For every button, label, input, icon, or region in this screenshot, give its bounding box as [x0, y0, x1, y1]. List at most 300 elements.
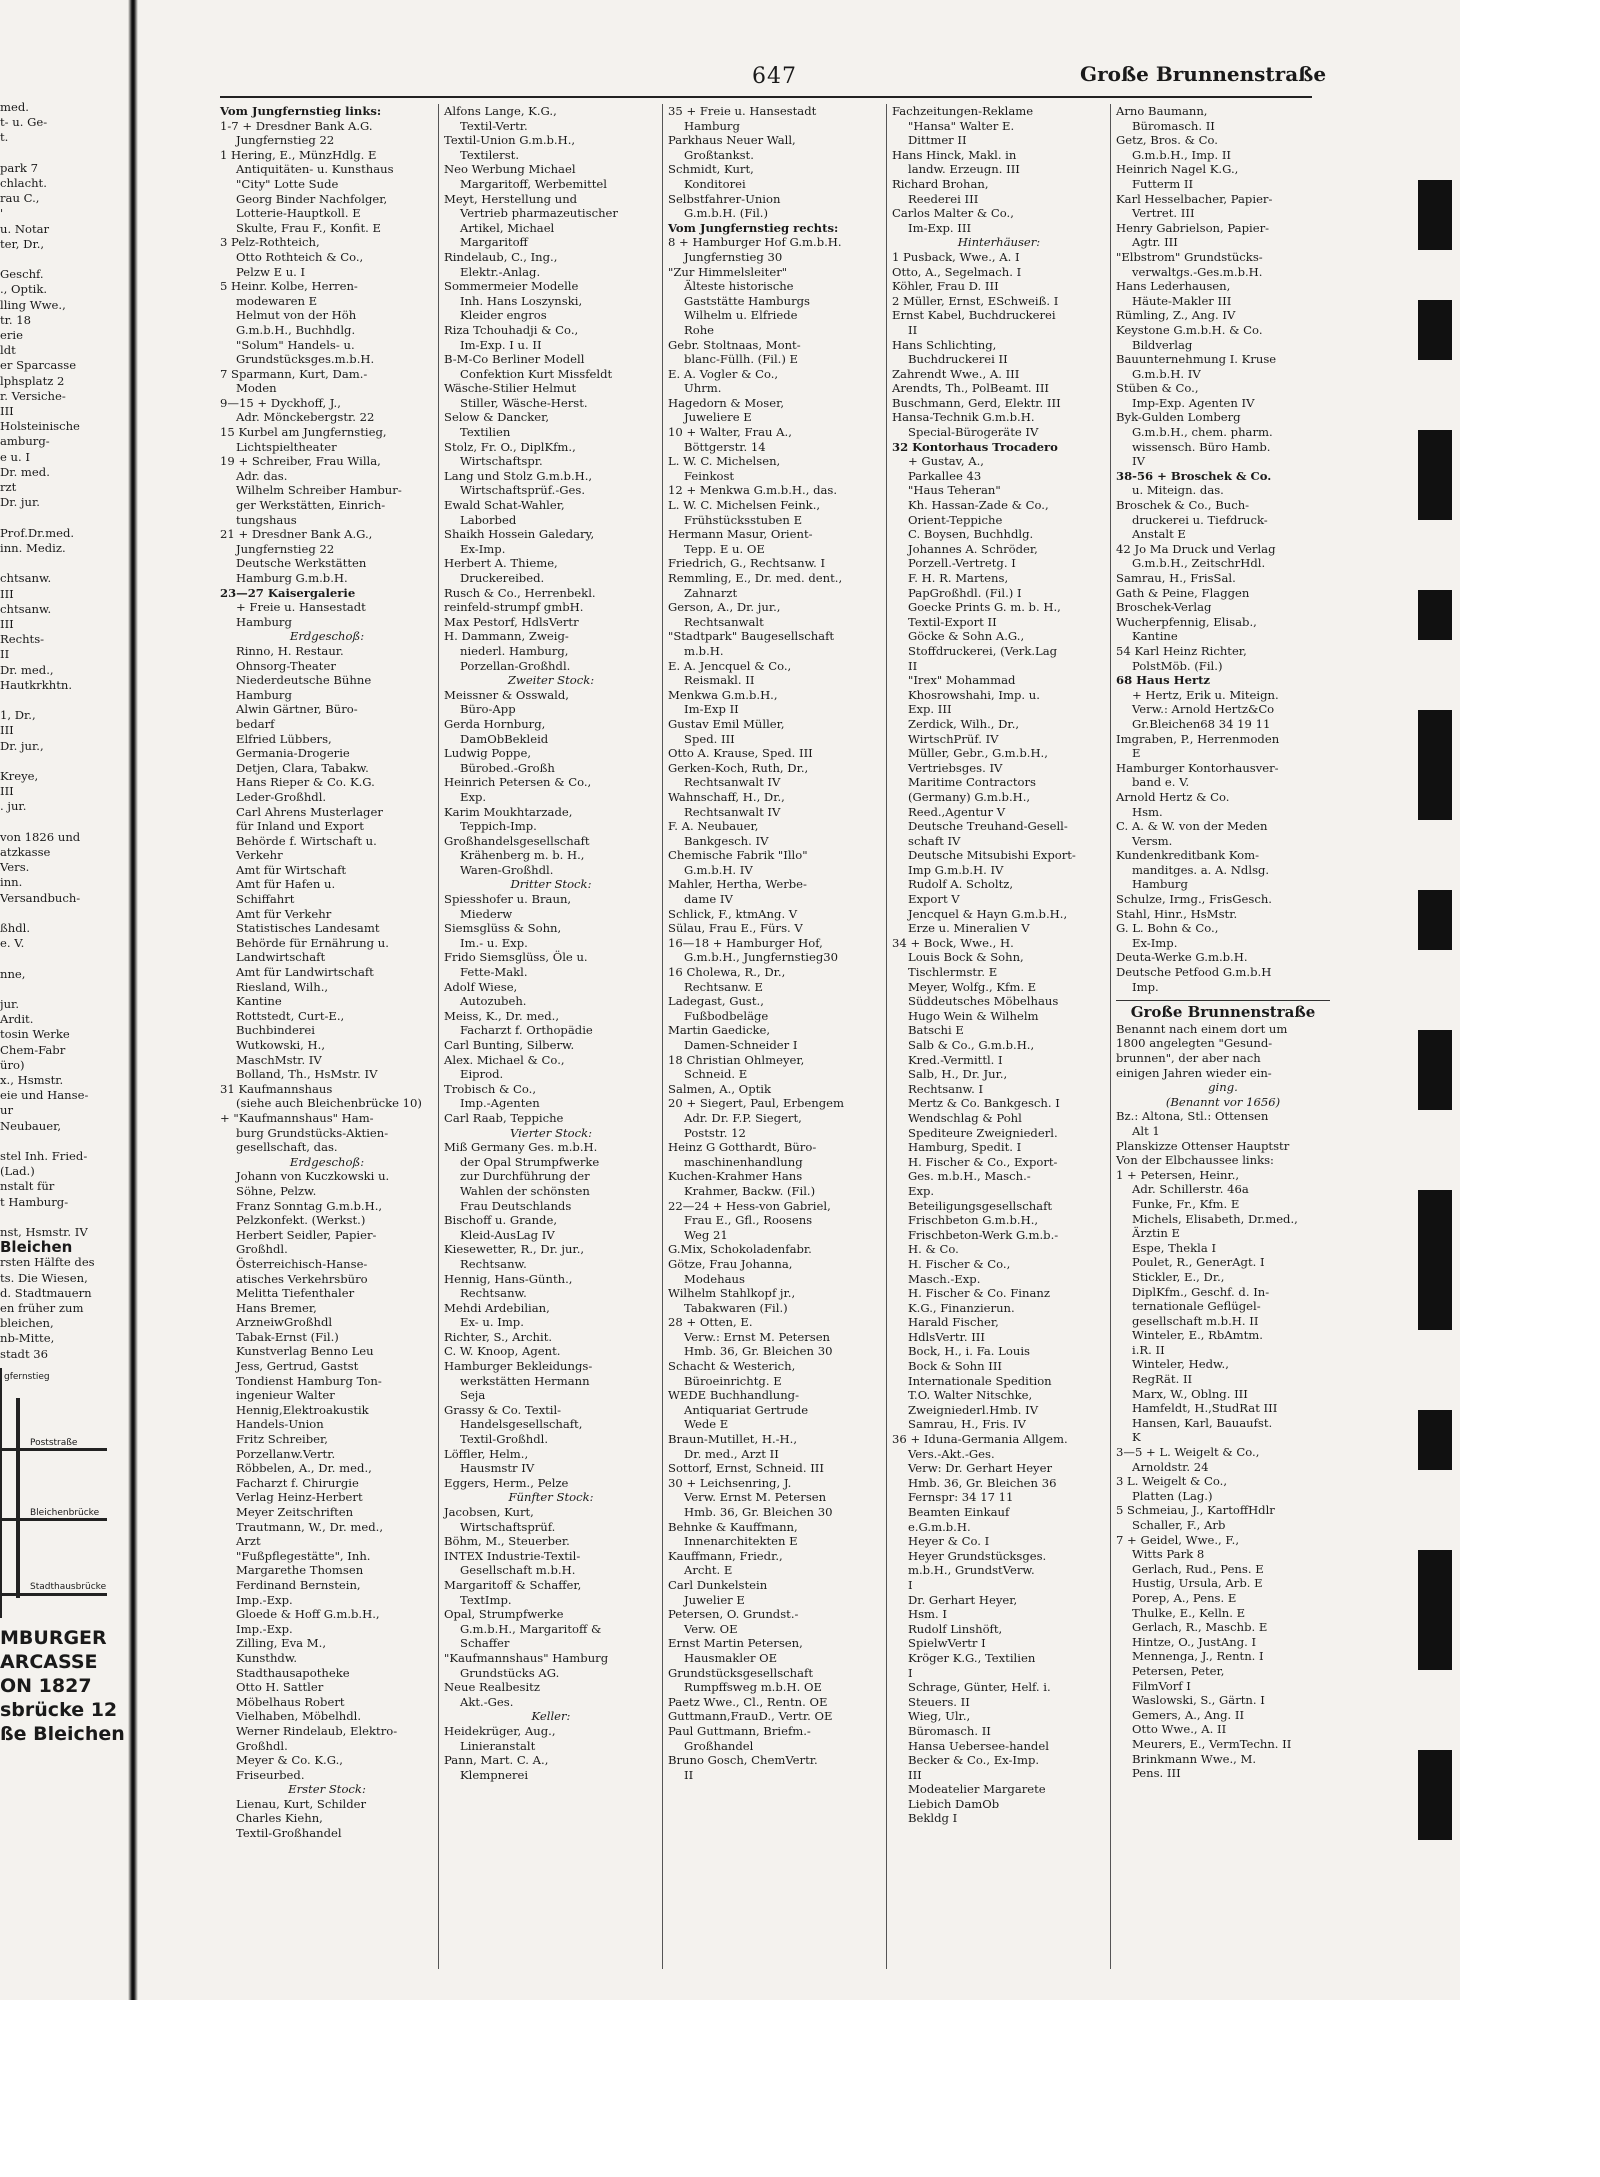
- directory-entry-line: Helmut von der Höh: [236, 308, 357, 323]
- directory-entry-line: Margaritoff & Schaffer,: [444, 1577, 582, 1592]
- directory-entry-line: Vertrieb pharmazeutischer: [460, 206, 618, 221]
- directory-entry-line: verwaltgs.-Ges.m.b.H.: [1132, 264, 1263, 279]
- column-divider: [1110, 104, 1111, 1969]
- directory-entry-line: maschinenhandlung: [684, 1154, 803, 1169]
- directory-entry-line: Seja: [460, 1388, 486, 1403]
- directory-entry-line: Carl Dunkelstein: [668, 1577, 768, 1592]
- directory-entry-line: Wilhelm Schreiber Hambur-: [236, 483, 402, 498]
- adjacent-page-line: üro): [0, 1057, 25, 1072]
- adjacent-page-line: inn. Mediz.: [0, 540, 66, 555]
- adjacent-page-line: [0, 146, 110, 161]
- directory-entry-line: Büro-App: [460, 702, 516, 717]
- directory-entry-line: Gerlach, Rud., Pens. E: [1132, 1561, 1264, 1576]
- directory-entry-line: Archt. E: [684, 1563, 733, 1578]
- directory-entry-line: Menkwa G.m.b.H.,: [668, 687, 778, 702]
- adjacent-page-line: Hautkrkhtn.: [0, 677, 73, 692]
- directory-entry-line: Hmb. 36, Gr. Bleichen 36: [908, 1475, 1057, 1490]
- directory-entry-line: ger Werkstätten, Einrich-: [236, 498, 386, 513]
- directory-entry-line: 3 L. Weigelt & Co.,: [1116, 1474, 1228, 1489]
- directory-entry-line: Erze u. Mineralien V: [908, 921, 1030, 936]
- directory-entry-line: Trautmann, W., Dr. med.,: [236, 1519, 384, 1534]
- directory-entry-line: Orient-Teppiche: [908, 512, 1003, 527]
- directory-entry-line: Gerlach, R., Maschb. E: [1132, 1620, 1268, 1635]
- adjacent-page-line: Geschf.: [0, 267, 44, 282]
- directory-entry-line: Dr. Gerhart Heyer,: [908, 1592, 1018, 1607]
- directory-entry-line: Mehdi Ardebilian,: [444, 1300, 550, 1315]
- directory-entry-line: Textil-Union G.m.b.H.,: [444, 133, 576, 148]
- directory-entry-line: Grassy & Co. Textil-: [444, 1402, 562, 1417]
- directory-entry-line: der Opal Strumpfwerke: [460, 1154, 600, 1169]
- directory-entry-line: 10 + Walter, Frau A.,: [668, 425, 792, 440]
- directory-entry-line: Krahmer, Backw. (Fil.): [684, 1183, 816, 1198]
- directory-entry-line: Arno Baumann,: [1116, 104, 1208, 118]
- sparcasse-advertisement: [0, 1626, 125, 1746]
- directory-entry-line: Vers.-Akt.-Ges.: [908, 1446, 995, 1461]
- next-page-edge: [1410, 170, 1460, 1940]
- directory-entry-line: Anstalt E: [1132, 527, 1186, 542]
- directory-entry-line: Alt 1: [1132, 1123, 1160, 1138]
- directory-entry-line: Stahl, Hinr., HsMstr.: [1116, 906, 1238, 921]
- directory-entry-line: Kunstverlag Benno Leu: [236, 1344, 374, 1359]
- directory-entry-line: Export V: [908, 892, 960, 907]
- directory-entry-line: Fußbodbeläge: [684, 1008, 769, 1023]
- directory-entry-line: burg Grundstücks-Aktien-: [236, 1125, 389, 1140]
- directory-entry-line: Riza Tchouhadji & Co.,: [444, 322, 579, 337]
- directory-entry-line: 9—15 + Dyckhoff, J.,: [220, 395, 341, 410]
- directory-entry-line: Rottstedt, Curt-E.,: [236, 1008, 345, 1023]
- directory-entry-line: Meissner & Osswald,: [444, 687, 569, 702]
- directory-entry-line: 12 + Menkwa G.m.b.H., das.: [668, 483, 838, 498]
- adjacent-page-line: chlacht.: [0, 176, 47, 191]
- directory-entry-line: Pens. III: [1132, 1766, 1181, 1781]
- map-label: Poststraße: [30, 1437, 78, 1448]
- directory-entry-line: Heyer & Co. I: [908, 1534, 990, 1549]
- adjacent-page-line: II: [0, 647, 10, 662]
- directory-entry-line: Teppich-Imp.: [460, 819, 537, 834]
- directory-entry-line: RegRät. II: [1132, 1372, 1193, 1387]
- directory-entry-line: 5 Heinr. Kolbe, Herren-: [220, 279, 358, 294]
- directory-entry-line: Böttgerstr. 14: [684, 439, 766, 454]
- directory-entry-line: G.m.b.H., Imp. II: [1132, 147, 1232, 162]
- directory-entry-line: Rechtsanw.: [460, 1256, 527, 1271]
- directory-entry-line: Confektion Kurt Missfeldt: [460, 366, 613, 381]
- street-section-title: Große Brunnenstraße: [1116, 1000, 1330, 1020]
- directory-entry-line: Bz.: Altona, Stl.: Ottensen: [1116, 1109, 1269, 1124]
- directory-entry-line: 19 + Schreiber, Frau Willa,: [220, 454, 381, 469]
- directory-entry-line: Neo Werbung Michael: [444, 162, 576, 177]
- adjacent-page-line: [0, 1134, 110, 1149]
- directory-entry-line: Skulte, Frau F., Konfit. E: [236, 220, 381, 235]
- directory-entry-line: ArzneiwGroßhdl: [236, 1315, 333, 1330]
- adjacent-page-line: sbrücke 12: [0, 1698, 118, 1721]
- directory-entry-line: Waslowski, S., Gärtn. I: [1132, 1693, 1265, 1708]
- directory-entry-line: Exp.: [460, 789, 487, 804]
- directory-entry-line: Hsm. I: [908, 1607, 948, 1622]
- directory-entry-line: "Fußpflegestätte", Inh.: [236, 1548, 371, 1563]
- directory-entry-line: HdlsVertr. III: [908, 1329, 985, 1344]
- directory-entry-line: Löffler, Helm.,: [444, 1446, 529, 1461]
- directory-entry-line: Broschek & Co., Buch-: [1116, 498, 1250, 513]
- directory-entry-line: Richter, S., Archit.: [444, 1329, 553, 1344]
- adjacent-page-line: nstalt für: [0, 1179, 55, 1194]
- directory-entry-line: Gustav Emil Müller,: [668, 716, 785, 731]
- directory-entry-line: Hansa Uebersee-handel: [908, 1738, 1049, 1753]
- directory-entry-line: Imp.: [1132, 979, 1159, 994]
- directory-entry-line: Jungfernstieg 22: [236, 133, 335, 148]
- directory-entry-line: Gaststätte Hamburgs: [684, 293, 810, 308]
- directory-entry-line: Stiller, Wäsche-Herst.: [460, 395, 588, 410]
- directory-entry-line: Wendschlag & Pohl: [908, 1110, 1022, 1125]
- directory-entry-line: Kiesewetter, R., Dr. jur.,: [444, 1242, 585, 1257]
- directory-entry-line: Großhandel: [684, 1738, 754, 1753]
- directory-entry-line: Großhdl.: [236, 1738, 288, 1753]
- directory-entry-line: Deutsche Werkstätten: [236, 556, 367, 571]
- directory-entry-line: Grundstücks AG.: [460, 1665, 560, 1680]
- directory-entry-line: Hansa-Technik G.m.b.H.: [892, 410, 1035, 425]
- directory-entry-line: Fette-Makl.: [460, 965, 528, 980]
- directory-entry-line: 21 + Dresdner Bank A.G.,: [220, 527, 373, 542]
- directory-entry-line: Niederdeutsche Bühne: [236, 673, 372, 688]
- directory-entry-line: Klempnerei: [460, 1767, 529, 1782]
- directory-entry-line: Arnold Hertz & Co.: [1116, 789, 1230, 804]
- directory-entry-line: K: [1132, 1430, 1141, 1445]
- directory-entry-line: Leder-Großhdl.: [236, 789, 327, 804]
- directory-entry-line: Vierter Stock:: [509, 1125, 593, 1140]
- directory-entry-line: Lang und Stolz G.m.b.H.,: [444, 468, 593, 483]
- adjacent-page-line: atzkasse: [0, 844, 51, 859]
- directory-entry-line: ging.: [1208, 1080, 1238, 1095]
- column-entries: [1116, 104, 1330, 994]
- directory-entry-line: Vielhaben, Möbelhdl.: [236, 1709, 362, 1724]
- adjacent-page-line: Holsteinische: [0, 419, 80, 434]
- directory-entry-line: Masch.-Exp.: [908, 1271, 981, 1286]
- directory-entry-line: Im-Exp II: [684, 702, 739, 717]
- directory-entry-line: Meyer & Co. K.G.,: [236, 1753, 343, 1768]
- directory-entry-line: Zweiter Stock:: [507, 673, 595, 688]
- directory-entry-line: Winteler, Hedw.,: [1132, 1357, 1229, 1372]
- directory-entry-line: Louis Bock & Sohn,: [908, 950, 1024, 965]
- directory-entry-line: Verw.: Arnold Hertz&Co: [1132, 702, 1275, 717]
- directory-entry-line: Arnoldstr. 24: [1132, 1459, 1209, 1474]
- adjacent-page-line: er Sparcasse: [0, 358, 77, 373]
- directory-entry-line: "Solum" Handels- u.: [236, 337, 355, 352]
- directory-entry-line: 16 Cholewa, R., Dr.,: [668, 965, 786, 980]
- directory-entry-line: Großtankst.: [684, 147, 754, 162]
- directory-entry-line: C. A. & W. von der Meden: [1116, 819, 1268, 834]
- directory-entry-line: Adr. Dr. F.P. Siegert,: [684, 1110, 802, 1125]
- directory-entry-line: II: [908, 658, 918, 673]
- directory-entry-line: G.m.b.H. IV: [1132, 366, 1201, 381]
- adjacent-page-line: ON 1827: [0, 1674, 92, 1697]
- adjacent-page-line: Vers.: [0, 860, 30, 875]
- directory-entry-line: G. L. Bohn & Co.,: [1116, 921, 1219, 936]
- directory-entry-line: Herbert A. Thieme,: [444, 556, 558, 571]
- adjacent-page-line: MBURGER: [0, 1626, 107, 1649]
- adjacent-page-line: Versandbuch-: [0, 890, 81, 905]
- adjacent-page-line: [0, 815, 110, 830]
- directory-entry-line: 38-56 + Broschek & Co.: [1116, 468, 1272, 483]
- directory-entry-line: + Freie u. Hansestadt: [236, 600, 366, 615]
- directory-entry-line: Benannt nach einem dort um: [1116, 1021, 1288, 1036]
- adjacent-page-line: III: [0, 784, 14, 799]
- directory-entry-line: Stoffdruckerei, (Verk.Lag: [908, 643, 1058, 658]
- adjacent-page-line: ur: [0, 1103, 14, 1118]
- directory-entry-line: Büromasch. II: [1132, 118, 1215, 133]
- directory-entry-line: Braun-Mutillet, H.-H.,: [668, 1432, 798, 1447]
- directory-entry-line: 54 Karl Heinz Richter,: [1116, 643, 1247, 658]
- map-label: gfernstieg: [4, 1371, 50, 1382]
- directory-entry-line: 1-7 + Dresdner Bank A.G.: [220, 118, 373, 133]
- directory-entry-line: L. W. C. Michelsen,: [668, 454, 781, 469]
- directory-entry-line: Häute-Makler III: [1132, 293, 1232, 308]
- directory-entry-line: WEDE Buchhandlung-: [668, 1388, 800, 1403]
- column-divider: [438, 104, 439, 1969]
- directory-entry-line: Margaritoff: [460, 235, 528, 250]
- adjacent-page-line: . jur.: [0, 799, 27, 814]
- directory-entry-line: I: [908, 1665, 913, 1680]
- directory-entry-line: Hamburger Kontorhausver-: [1116, 760, 1279, 775]
- directory-entry-line: Textil-Export II: [908, 614, 997, 629]
- directory-entry-line: (Benannt vor 1656): [1165, 1094, 1281, 1109]
- directory-entry-line: "Elbstrom" Grundstücks-: [1116, 249, 1263, 264]
- adjacent-page-line: (Lad.): [0, 1164, 35, 1179]
- adjacent-page-line: e u. I: [0, 449, 30, 464]
- adjacent-page-line: Rechts-: [0, 632, 45, 647]
- directory-entry-line: Imp.-Exp.: [236, 1621, 293, 1636]
- directory-entry-line: Keystone G.m.b.H. & Co.: [1116, 322, 1263, 337]
- directory-entry-line: Ferdinand Bernstein,: [236, 1577, 361, 1592]
- directory-entry-line: Porzellan-Großhdl.: [460, 658, 571, 673]
- directory-entry-line: reinfeld-strumpf gmbH.: [444, 600, 584, 615]
- directory-entry-line: Michels, Elisabeth, Dr.med.,: [1132, 1211, 1298, 1226]
- directory-entry-line: Imp-Exp. Agenten IV: [1132, 395, 1255, 410]
- directory-entry-line: Beteiligungsgesellschaft: [908, 1198, 1053, 1213]
- directory-entry-line: Stolz, Fr. O., DiplKfm.,: [444, 439, 576, 454]
- directory-entry-line: Ex-Imp.: [1132, 935, 1178, 950]
- directory-entry-line: E. A. Vogler & Co.,: [668, 366, 779, 381]
- directory-entry-line: Spediteure Zweigniederl.: [908, 1125, 1058, 1140]
- directory-entry-line: Petersen, Peter,: [1132, 1663, 1225, 1678]
- directory-entry-line: ingenieur Walter: [236, 1388, 335, 1403]
- adjacent-page-line: ': [0, 206, 4, 221]
- directory-entry-line: Hennig,Elektroakustik: [236, 1402, 369, 1417]
- directory-entry-line: Batschi E: [908, 1023, 964, 1038]
- directory-entry-line: Rohe: [684, 322, 715, 337]
- directory-entry-line: DiplKfm., Geschf. d. In-: [1132, 1284, 1270, 1299]
- directory-entry-line: Sommermeier Modelle: [444, 279, 579, 294]
- directory-entry-line: Hans Bremer,: [236, 1300, 317, 1315]
- adjacent-page-line: Dr. med.: [0, 464, 50, 479]
- directory-entry-line: Tondienst Hamburg Ton-: [236, 1373, 382, 1388]
- adjacent-page-line: lphsplatz 2: [0, 373, 65, 388]
- directory-entry-line: 35 + Freie u. Hansestadt: [668, 104, 817, 118]
- directory-entry-line: Deutsche Mitsubishi Export-: [908, 848, 1076, 863]
- directory-entry-line: einigen Jahren wieder ein-: [1116, 1065, 1272, 1080]
- directory-entry-line: Lichtspieltheater: [236, 439, 337, 454]
- directory-entry-line: Richard Brohan,: [892, 176, 989, 191]
- directory-entry-line: 8 + Hamburger Hof G.m.b.H.: [668, 235, 842, 250]
- adjacent-page-line: Chem-Fabr: [0, 1042, 66, 1057]
- adjacent-page-line: Ardit.: [0, 1012, 34, 1027]
- directory-entry-line: 31 Kaufmannshaus: [220, 1081, 333, 1096]
- directory-entry-line: Hagedorn & Moser,: [668, 395, 785, 410]
- directory-entry-line: m.b.H., GrundstVerw.: [908, 1563, 1035, 1578]
- directory-entry-line: Rinno, H. Restaur.: [236, 643, 344, 658]
- directory-entry-line: Rechtsanw. I: [908, 1081, 984, 1096]
- directory-entry-line: 23—27 Kaisergalerie: [220, 585, 356, 600]
- directory-entry-line: Khosrowshahi, Imp. u.: [908, 687, 1040, 702]
- directory-entry-line: Gerda Hornburg,: [444, 716, 546, 731]
- directory-entry-line: Rudolf Linshöft,: [908, 1621, 1003, 1636]
- directory-entry-line: L. W. C. Michelsen Feink.,: [668, 498, 821, 513]
- directory-entry-line: Kantine: [1132, 629, 1178, 644]
- adjacent-page-line: Dr. med.,: [0, 662, 54, 677]
- directory-entry-line: Jungfernstieg 22: [236, 541, 335, 556]
- directory-entry-line: Hausmakler OE: [684, 1650, 778, 1665]
- directory-entry-line: Henry Gabrielson, Papier-: [1116, 220, 1270, 235]
- directory-entry-line: G.m.b.H., Buchhdlg.: [236, 322, 356, 337]
- directory-entry-line: TextImp.: [460, 1592, 512, 1607]
- directory-entry-line: Meyer, Wolfg., Kfm. E: [908, 979, 1037, 994]
- directory-entry-line: II: [908, 322, 918, 337]
- directory-entry-line: Remmling, E., Dr. med. dent.,: [668, 571, 843, 585]
- directory-entry-line: Heidekrüger, Aug.,: [444, 1723, 556, 1738]
- directory-entry-line: schaft IV: [908, 833, 961, 848]
- directory-entry-line: Karim Moukhtarzade,: [444, 804, 573, 819]
- directory-entry-line: Margaritoff, Werbemittel: [460, 176, 607, 191]
- directory-entry-line: Hamburg G.m.b.H.: [236, 571, 348, 585]
- directory-entry-line: werkstätten Hermann: [460, 1373, 590, 1388]
- adjacent-page-line: ts. Die Wiesen,: [0, 1270, 88, 1285]
- adjacent-page-line: eie und Hanse-: [0, 1088, 89, 1103]
- directory-column-2: [444, 104, 658, 2004]
- adjacent-page-line: rzt: [0, 480, 17, 495]
- directory-entry-line: Gr.Bleichen68 34 19 11: [1132, 716, 1271, 731]
- directory-entry-line: H. Fischer & Co.,: [908, 1256, 1011, 1271]
- directory-entry-line: Franz Sonntag G.m.b.H.,: [236, 1198, 383, 1213]
- directory-entry-line: Facharzt f. Orthopädie: [460, 1023, 593, 1038]
- directory-entry-line: Heinrich Nagel K.G.,: [1116, 162, 1239, 177]
- directory-entry-line: Textilerst.: [460, 147, 520, 162]
- adjacent-page-line: ldt: [0, 343, 16, 358]
- directory-entry-line: landw. Erzeugn. III: [908, 162, 1020, 177]
- directory-entry-line: Fernspr: 34 17 11: [908, 1490, 1014, 1505]
- adjacent-page-line: park 7: [0, 160, 38, 175]
- directory-entry-line: Porzellanw.Vertr.: [236, 1446, 336, 1461]
- directory-entry-line: Rechtsanw.: [460, 1286, 527, 1301]
- directory-entry-line: SpielwVertr I: [908, 1636, 986, 1651]
- adjacent-page-fragment: [0, 100, 125, 1880]
- directory-entry-line: Statistisches Landesamt: [236, 921, 380, 936]
- directory-entry-line: Krähenberg m. b. H.,: [460, 848, 585, 863]
- directory-entry-line: Rindelaub, C., Ing.,: [444, 249, 558, 264]
- directory-entry-line: Carl Bunting, Silberw.: [444, 1038, 575, 1052]
- directory-entry-line: "Kaufmannshaus" Hamburg: [444, 1650, 609, 1665]
- directory-entry-line: Ex- u. Imp.: [460, 1315, 524, 1330]
- directory-entry-line: Textil-Vertr.: [460, 118, 528, 133]
- directory-entry-line: Exp.: [908, 1183, 935, 1198]
- directory-entry-line: 30 + Leichsenring, J.: [668, 1475, 792, 1490]
- adjacent-page-line: Neubauer,: [0, 1118, 62, 1133]
- directory-entry-line: Vertriebsges. IV: [908, 760, 1003, 775]
- directory-entry-line: Poulet, R., GenerAgt. I: [1132, 1255, 1265, 1270]
- directory-entry-line: Feinkost: [684, 468, 735, 483]
- directory-entry-line: 36 + Iduna-Germania Allgem.: [892, 1432, 1068, 1447]
- directory-entry-line: Adr. das.: [236, 468, 288, 483]
- adjacent-page-line: d. Stadtmauern: [0, 1285, 92, 1300]
- directory-entry-line: Mennenga, J., Rentn. I: [1132, 1649, 1264, 1664]
- directory-entry-line: Großhandelsgesellschaft: [444, 833, 590, 848]
- directory-entry-line: "Haus Teheran": [908, 483, 1001, 498]
- directory-entry-line: Petersen, O. Grundst.-: [668, 1607, 799, 1622]
- directory-entry-line: "Stadtpark" Baugesellschaft: [668, 629, 835, 644]
- directory-entry-line: Opal, Strumpfwerke: [444, 1607, 564, 1622]
- directory-entry-line: Hamburg: [684, 118, 740, 133]
- directory-entry-line: Keller:: [531, 1709, 571, 1724]
- directory-entry-line: Schmidt, Kurt,: [668, 162, 754, 177]
- directory-entry-line: blanc-Füllh. (Fil.) E: [684, 352, 799, 367]
- directory-entry-line: Futterm II: [1132, 176, 1194, 191]
- directory-entry-line: Im-Exp. I u. II: [460, 337, 542, 352]
- directory-entry-line: (Germany) G.m.b.H.,: [908, 789, 1031, 804]
- directory-entry-line: Miederw: [460, 906, 513, 921]
- directory-entry-line: Facharzt f. Chirurgie: [236, 1475, 359, 1490]
- directory-entry-line: Exp. III: [908, 702, 952, 717]
- directory-entry-line: Textil-Großhdl.: [460, 1432, 549, 1447]
- directory-entry-line: Pelzkonfekt. (Werkst.): [236, 1213, 366, 1228]
- directory-entry-line: 3—5 + L. Weigelt & Co.,: [1116, 1445, 1260, 1460]
- directory-entry-line: Imp G.m.b.H. IV: [908, 862, 1004, 877]
- directory-entry-line: Ladegast, Gust.,: [668, 994, 764, 1009]
- directory-entry-line: Salb, H., Dr. Jur.,: [908, 1067, 1008, 1082]
- directory-entry-line: Gemers, A., Ang. II: [1132, 1707, 1245, 1722]
- directory-entry-line: Bekldg I: [908, 1811, 958, 1826]
- directory-entry-line: Rudolf A. Scholtz,: [908, 877, 1014, 892]
- directory-entry-line: Grundstücksgesellschaft: [668, 1665, 813, 1680]
- adjacent-page-line: amburg-: [0, 434, 50, 449]
- directory-entry-line: Hamburg: [236, 687, 292, 702]
- directory-entry-line: Bolland, Th., HsMstr. IV: [236, 1067, 378, 1082]
- directory-entry-line: manditges. a. A. Ndlsg.: [1132, 862, 1270, 877]
- adjacent-page-line: [0, 693, 110, 708]
- directory-entry-line: Gloede & Hoff G.m.b.H.,: [236, 1607, 380, 1622]
- adjacent-page-line: tr. 18: [0, 312, 32, 327]
- directory-entry-line: Heinz G Gotthardt, Büro-: [668, 1140, 817, 1155]
- directory-entry-line: 1800 angelegten "Gesund-: [1116, 1036, 1273, 1051]
- directory-entry-line: Marx, W., Oblng. III: [1132, 1386, 1248, 1401]
- directory-entry-line: Martin Gaedicke,: [668, 1023, 771, 1038]
- directory-entry-line: Fünfter Stock:: [508, 1490, 594, 1505]
- directory-entry-line: C. Boysen, Buchhdlg.: [908, 527, 1034, 542]
- directory-entry-line: Landwirtschaft: [236, 950, 326, 965]
- directory-entry-line: Planskizze Ottenser Hauptstr: [1116, 1138, 1290, 1153]
- directory-entry-line: Friseurbed.: [236, 1767, 305, 1782]
- directory-entry-line: Frido Siemsglüss, Öle u.: [444, 950, 588, 965]
- directory-entry-line: Samrau, H., Fris. IV: [908, 1417, 1026, 1432]
- directory-entry-line: G.m.b.H., Jungfernstieg30: [684, 950, 839, 965]
- directory-entry-line: Hsm.: [1132, 804, 1163, 819]
- directory-entry-line: Amt für Wirtschaft: [236, 862, 347, 877]
- directory-entry-line: Von der Elbchaussee links:: [1116, 1153, 1274, 1168]
- directory-entry-line: Georg Binder Nachfolger,: [236, 191, 388, 206]
- directory-entry-line: Zerdick, Wilh., Dr.,: [908, 716, 1020, 731]
- directory-entry-line: Ludwig Poppe,: [444, 746, 532, 761]
- adjacent-page-line: Kreye,: [0, 768, 39, 783]
- directory-entry-line: 1 Hering, E., MünzHdlg. E: [220, 147, 377, 162]
- directory-entry-line: Kleid-AusLag IV: [460, 1227, 555, 1242]
- directory-entry-line: Rumpffsweg m.b.H. OE: [684, 1680, 822, 1695]
- directory-entry-line: H. Fischer & Co., Export-: [908, 1154, 1058, 1169]
